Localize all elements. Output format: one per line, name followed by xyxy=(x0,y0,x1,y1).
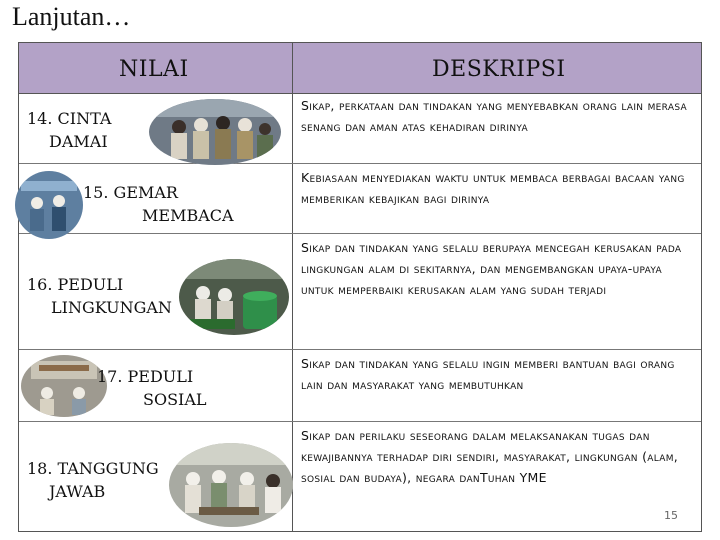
header-nilai: NILAI xyxy=(119,57,189,82)
nilai-line: LINGKUNGAN xyxy=(51,298,172,317)
deskripsi-cinta-damai: Sikap, perkataan dan tindakan yang menyebabkan orang lain merasa senang dan aman atas kehadiran dirinya xyxy=(301,98,687,134)
nilai-line: MEMBACA xyxy=(142,206,234,225)
header-deskripsi: DESKRIPSI xyxy=(432,57,566,82)
nilai-peduli-lingkungan xyxy=(27,273,172,319)
page-number: 15 xyxy=(664,509,678,522)
nilai-line: DAMAI xyxy=(49,132,108,151)
nilai-gemar-membaca xyxy=(83,181,234,227)
slide-title: Lanjutan… xyxy=(12,2,131,31)
nilai-line: 17. PEDULI xyxy=(97,367,194,386)
row-divider xyxy=(19,163,701,164)
photo-social-care xyxy=(21,355,107,417)
deskripsi-gemar-membaca: Kebiasaan menyediakan waktu untuk membaca berbagai bacaan yang memberikan kebajikan bagi dirinya xyxy=(301,170,685,206)
nilai-line: 16. PEDULI xyxy=(27,275,124,294)
nilai-line: 14. CINTA xyxy=(27,109,112,128)
deskripsi-peduli-sosial: Sikap dan tindakan yang selalu ingin memberi bantuan bagi orang lain dan masyarakat yang membutuhkan xyxy=(301,356,675,392)
nilai-line: SOSIAL xyxy=(143,390,207,409)
nilai-line: 15. GEMAR xyxy=(83,183,178,202)
nilai-line: 18. TANGGUNG xyxy=(27,459,159,478)
photo-students-gathering xyxy=(149,99,281,165)
nilai-line: JAWAB xyxy=(49,482,106,501)
column-divider xyxy=(292,43,293,531)
row-divider xyxy=(19,233,701,234)
deskripsi-tanggung-jawab: Sikap dan perilaku seseorang dalam melaksanakan tugas dan kewajibannya terhadap diri sendiri, masyarakat, lingkungan (alam, sosial dan budaya), negara danTuhan YME xyxy=(301,428,679,485)
nilai-cinta-damai xyxy=(27,107,111,153)
row-divider xyxy=(19,349,701,350)
photo-responsibility-class xyxy=(169,443,293,527)
nilai-peduli-sosial xyxy=(97,365,207,411)
row-divider xyxy=(19,421,701,422)
nilai-tanggung-jawab xyxy=(27,457,159,503)
deskripsi-peduli-lingkungan: Sikap dan tindakan yang selalu berupaya mencegah kerusakan pada lingkungan alam di sekitarnya, dan mengembangkan upaya-upaya untuk memperbaiki kerusakan alam yang sudah terjadi xyxy=(301,240,682,297)
photo-reading-library xyxy=(15,171,83,239)
photo-environment-activity xyxy=(179,259,289,335)
values-table xyxy=(18,42,702,532)
table-header-row xyxy=(19,43,701,94)
